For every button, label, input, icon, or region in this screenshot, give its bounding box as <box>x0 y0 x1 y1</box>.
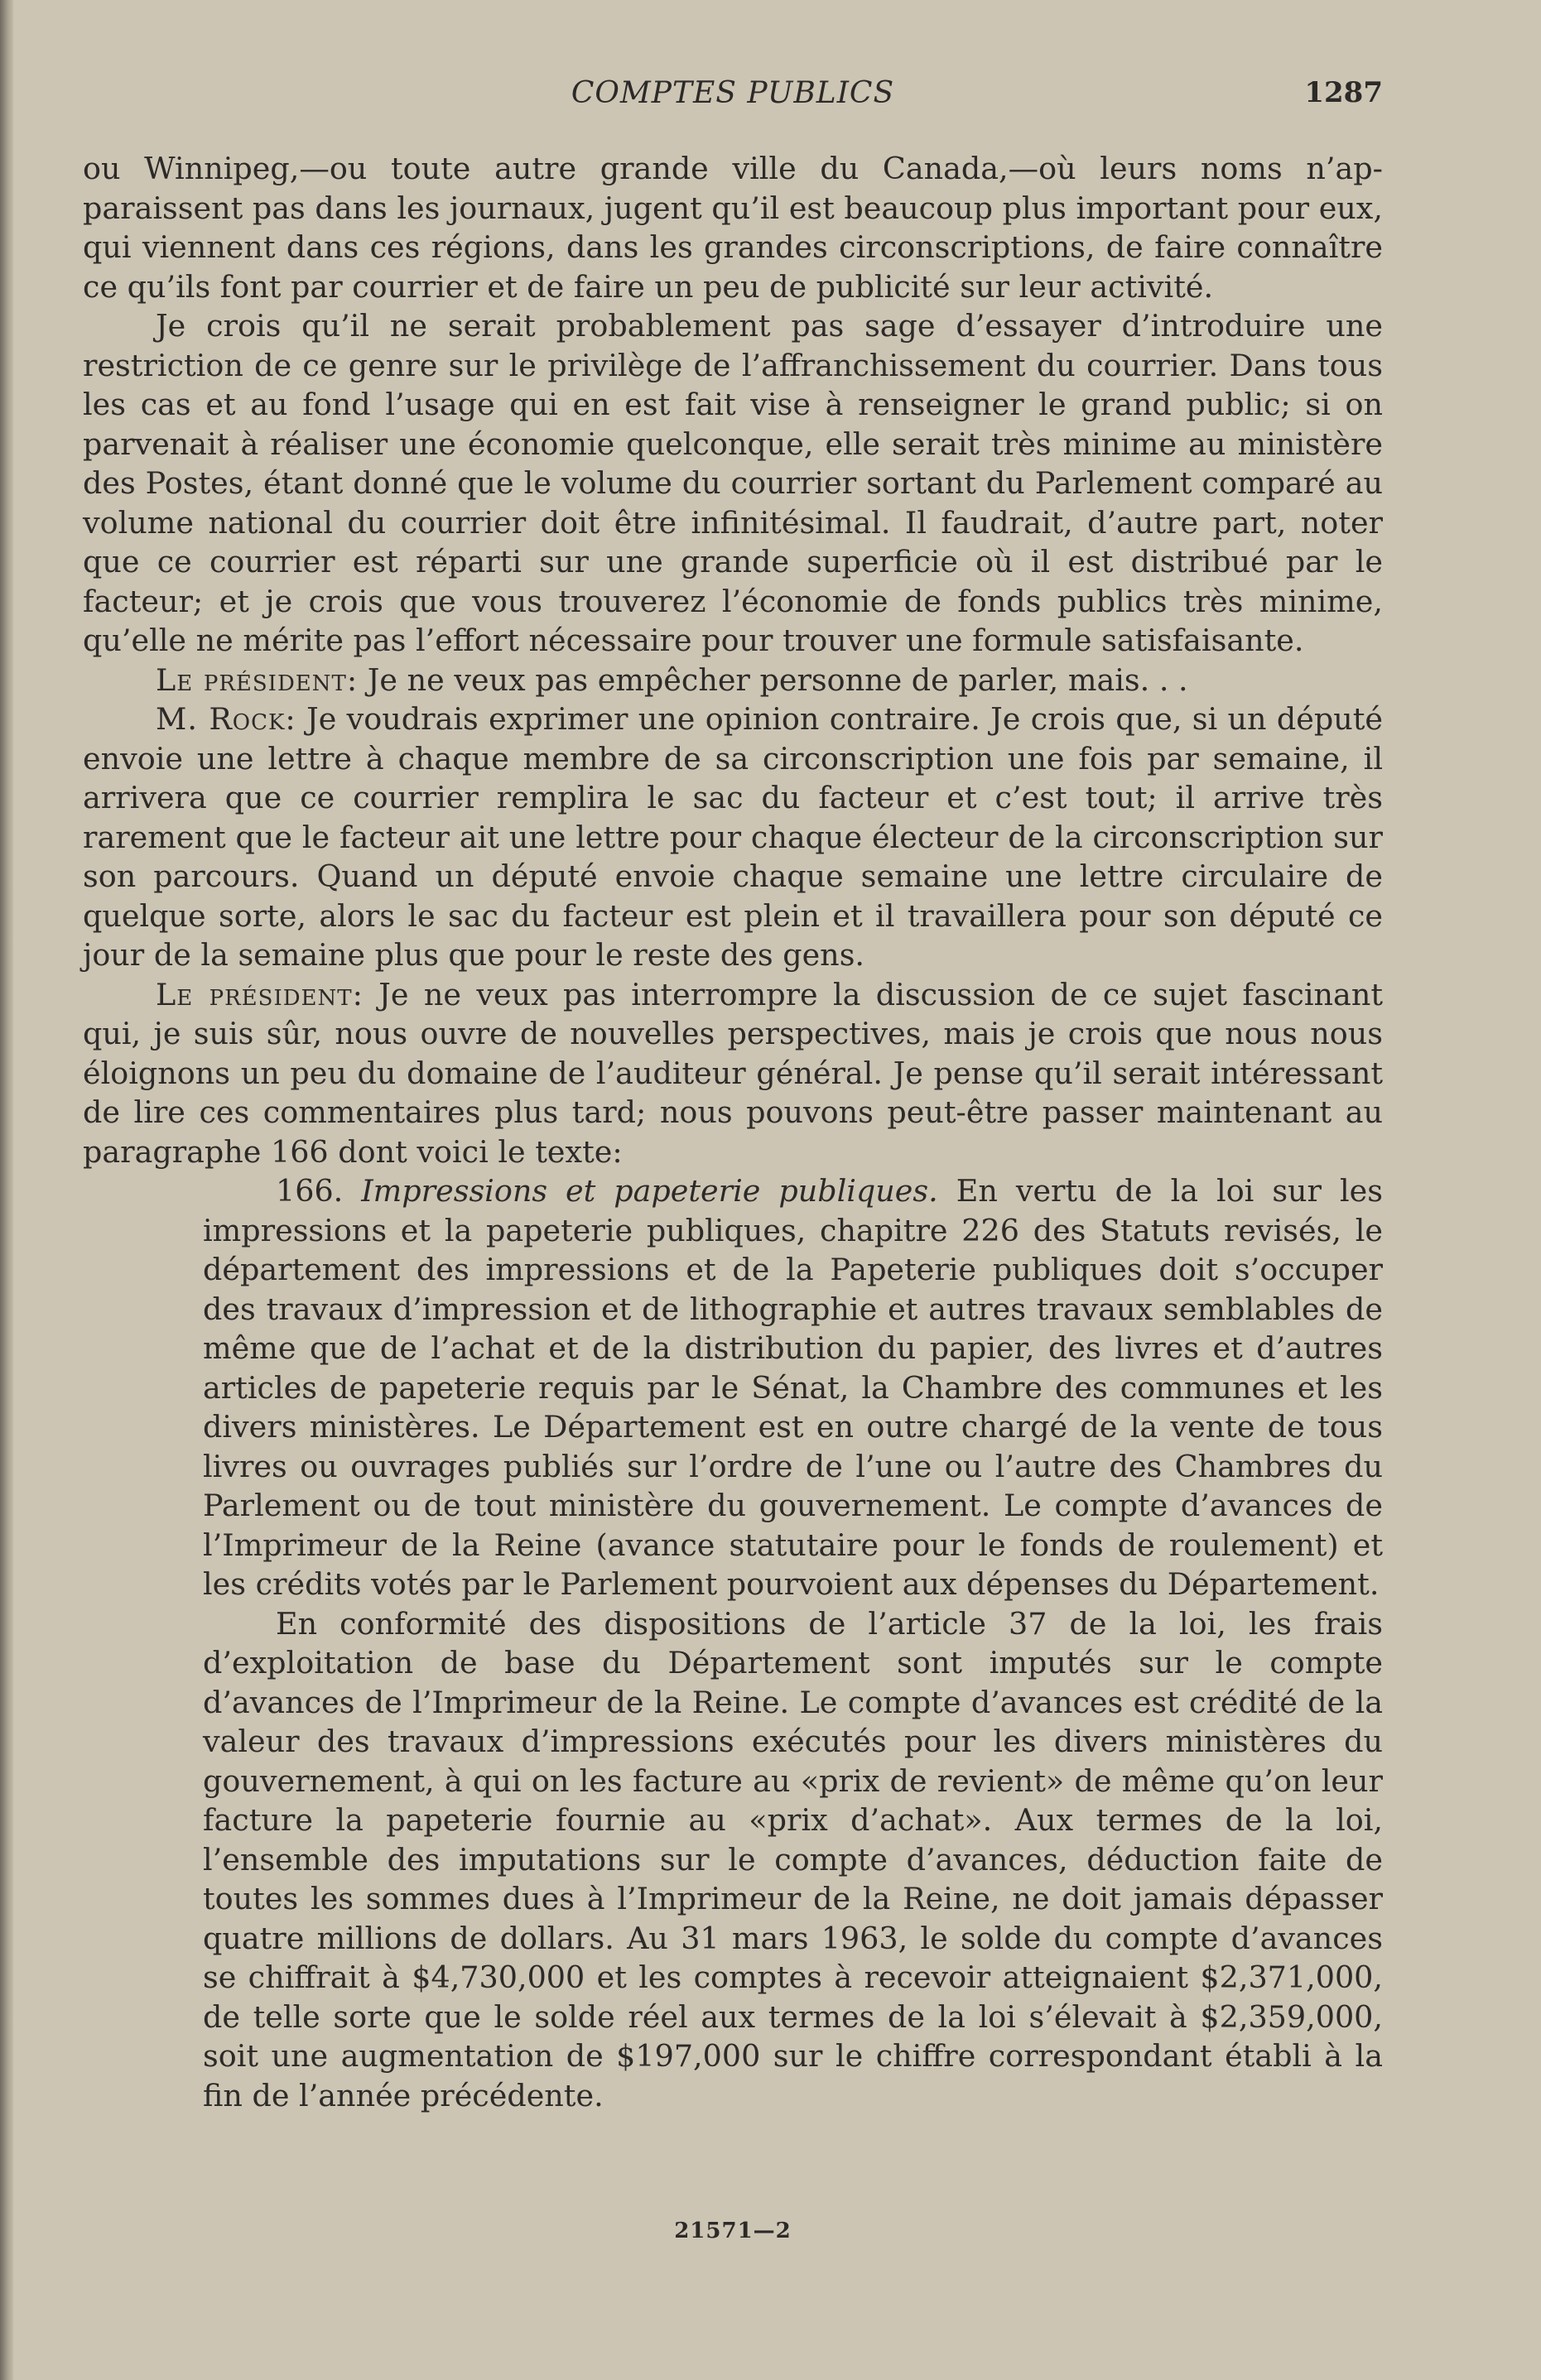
quoted-paragraph <box>203 1171 1383 1604</box>
paragraph-number: 166. <box>276 1173 344 1209</box>
speaker-paragraph <box>83 700 1383 975</box>
paragraph: Je crois qu’il ne serait probablement pas sage d’essayer d’introduire une restriction de ce genre sur le privilège de l’affranchissement du courrier. Dans tous les cas et au fond l’usage qui en est fait vise à renseigner le grand public; si on parvenait à réaliser une économie quelconque, elle serait très minime au ministère des Postes, étant donné que le volume du courrier sortant du Parlement comparé au volume national du courrier doit être infinitésimal. Il faudrait, d’autre part, noter que ce courrier est réparti sur une grande superficie où il est distribué par le facteur; et je crois que vous trouverez l’économie de fonds publics très minime, qu’elle ne mérite pas l’effort nécessaire pour trouver une formule satisfaisante. <box>83 308 1383 658</box>
speaker-name: Le président: <box>156 661 359 698</box>
printer-signature: 21571—2 <box>674 2219 792 2243</box>
quoted-paragraph-block <box>203 1171 1383 2115</box>
quoted-text: En vertu de la loi sur les impressions et la papeterie publiques, chapitre 226 des Statuts revisés, le département des impressions et de la Papeterie publiques doit s’occuper des travaux d’impression et de lithographie et autres travaux semblables de même que de l’achat et de la distribution du papier, des livres et d’autres articles de papeterie requis par le Sénat, la Chambre des communes et les divers ministères. Le Département est en outre chargé de la vente de tous livres ou ouvrages publiés sur l’ordre de l’une ou l’autre des Chambres du Parlement ou de tout ministère du gouvernement. Le compte d’avances de l’Imprimeur de la Reine (avance statutaire pour le fonds de roulement) et les crédits votés par le Parlement pourvoient aux dépenses du Département. <box>203 1173 1383 1602</box>
speech-text: Je ne veux pas empêcher personne de parler, mais. . . <box>358 661 1188 698</box>
paragraph-title: Impressions et papeterie publiques. <box>361 1173 938 1209</box>
speech-text: Je ne veux pas interrompre la discussion de ce sujet fascinant qui, je suis sûr, nous ouvre de nouvelles perspectives, mais je crois que nous nous éloignons un peu du domaine de l’auditeur général. Je pense qu’il serait intéressant de lire ces commentaires plus tard; nous pouvons peut-être passer maintenant au paragraphe 166 dont voici le texte: <box>83 976 1383 1170</box>
page-body <box>83 149 1383 2115</box>
speaker-paragraph <box>83 661 1383 700</box>
speech-text: Je voudrais exprimer une opinion contraire. Je crois que, si un député envoie une lettre à chaque membre de sa circonscription une fois par semaine, il arrivera que ce courrier remplira le sac du facteur et c’est tout; il arrive très rarement que le facteur ait une lettre pour chaque électeur de la circonscription sur son parcours. Quand un député envoie chaque semaine une lettre circulaire de quelque sorte, alors le sac du facteur est plein et il travaillera pour son député ce jour de la semaine plus que pour le reste des gens. <box>83 701 1383 973</box>
quoted-paragraph: En conformité des dispositions de l’article 37 de la loi, les frais d’exploitation de base du Département sont imputés sur le compte d’avances de l’Imprimeur de la Reine. Le compte d’avances est crédité de la valeur des travaux d’impressions exécutés pour les divers ministères du gouvernement, à qui on les facture au «prix de revient» de même qu’on leur facture la papeterie fournie au «prix d’achat». Aux termes de la loi, l’ensemble des imputations sur le compte d’avances, déduction faite de toutes les sommes dues à l’Imprimeur de la Reine, ne doit jamais dépasser quatre millions de dollars. Au 31 mars 1963, le solde du compte d’avances se chiffrait à $4,730,000 et les comptes à recevoir atteignaient $2,371,000, de telle sorte que le solde réel aux termes de la loi s’élevait à $2,359,000, soit une augmentation de $197,000 sur le chiffre correspondant établi à la fin de l’année précédente. <box>203 1605 1383 2113</box>
running-head: COMPTES PUBLICS <box>571 76 895 110</box>
page-number: 1287 <box>1304 76 1383 109</box>
page-header <box>83 76 1383 126</box>
paragraph: ou Winnipeg,—ou toute autre grande ville du Canada,—où leurs noms n’apparaissent pas dans les journaux, jugent qu’il est beaucoup plus important pour eux, qui viennent dans ces régions, dans les grandes circonscriptions, de faire connaître ce qu’ils font par courrier et de faire un peu de publicité sur leur activité. <box>83 151 1383 305</box>
speaker-paragraph <box>83 975 1383 1172</box>
speaker-name: M. Rock: <box>156 701 296 737</box>
speaker-name: Le président: <box>156 976 364 1012</box>
page-binding-edge <box>0 0 13 2380</box>
